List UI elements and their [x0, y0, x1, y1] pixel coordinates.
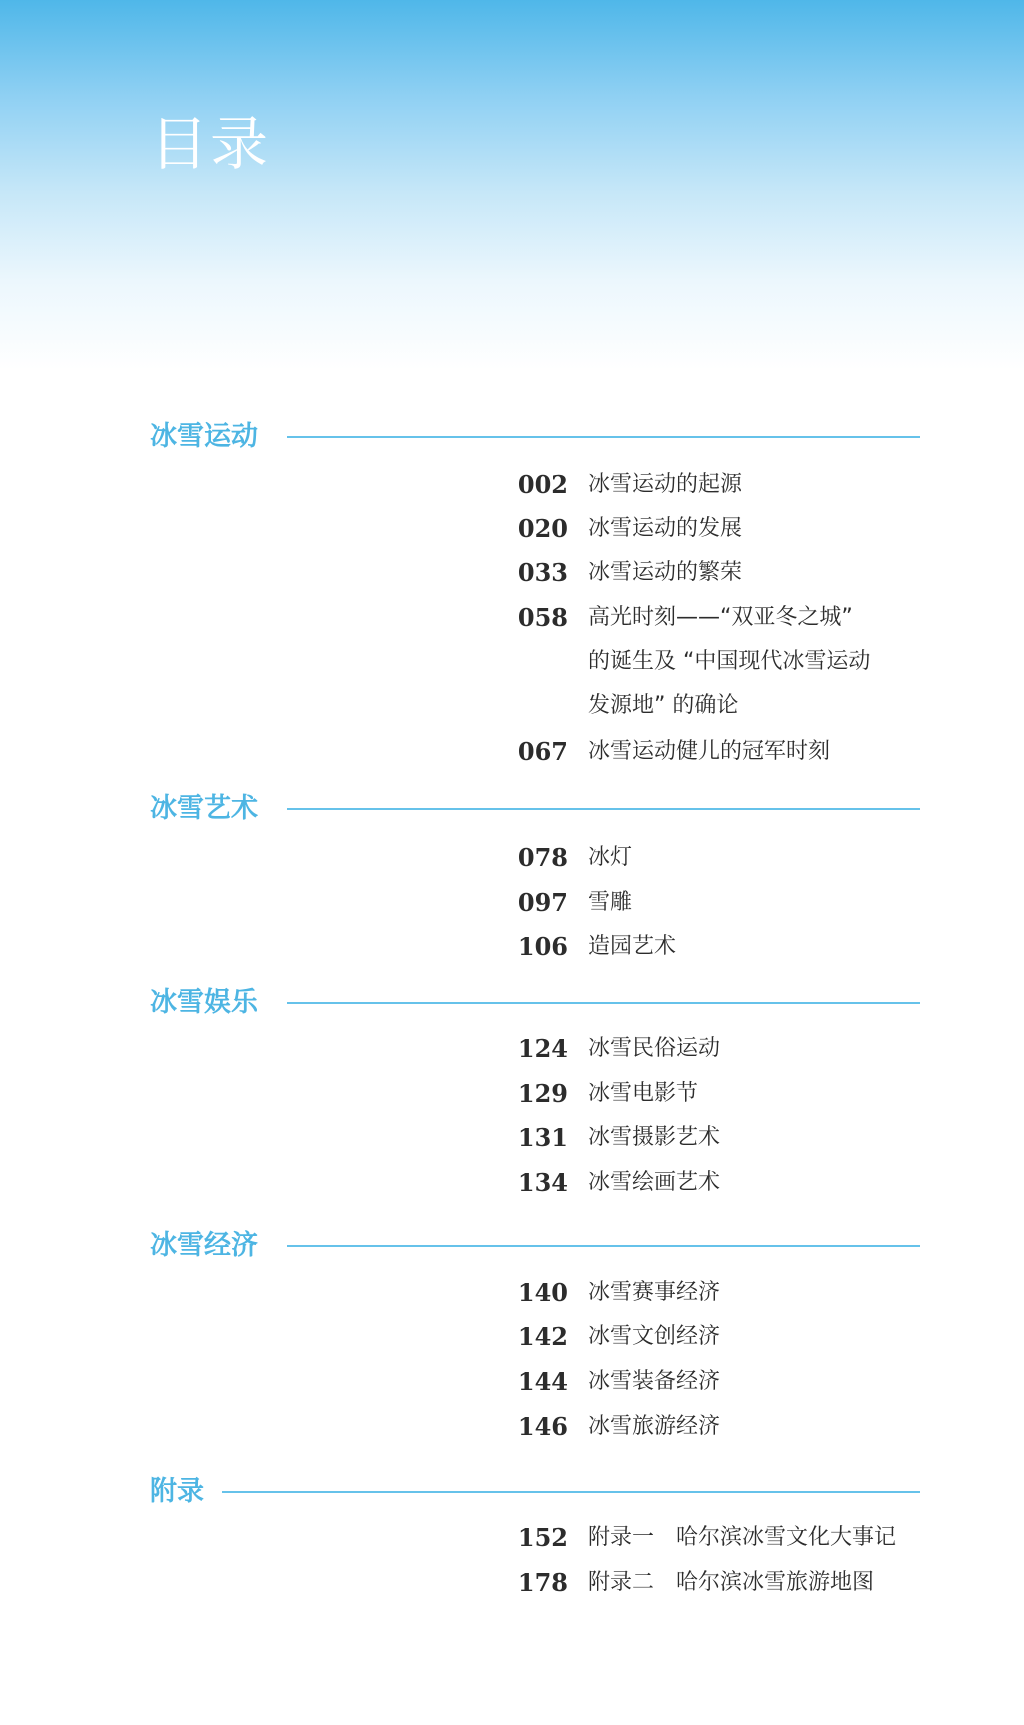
section-title: 冰雪娱乐 [150, 987, 258, 1018]
toc-page-number: 134 [517, 1168, 568, 1197]
toc-entry-title: 冰雪运动健儿的冠军时刻 [588, 739, 831, 764]
toc-page-number: 124 [517, 1034, 568, 1063]
section-divider [287, 1002, 920, 1004]
toc-entry-title: 冰雪电影节 [588, 1081, 699, 1106]
page-title: 目录 [150, 110, 271, 178]
toc-page-number: 142 [517, 1322, 568, 1351]
toc-entry-title: 冰雪运动的繁荣 [588, 560, 743, 585]
toc-page-number: 067 [517, 737, 568, 766]
section-title: 冰雪经济 [150, 1230, 258, 1261]
toc-entry-title: 冰雪摄影艺术 [588, 1125, 721, 1150]
section-header-sports [150, 417, 920, 457]
toc-entry-title: 附录一 哈尔滨冰雪文化大事记 [588, 1525, 897, 1550]
toc-entry-title: 冰雪旅游经济 [588, 1414, 721, 1439]
toc-page-number: 002 [517, 470, 568, 499]
toc-entry-title: 冰灯 [588, 845, 633, 870]
section-divider [287, 808, 920, 810]
toc-entry-title: 冰雪绘画艺术 [588, 1170, 721, 1195]
toc-page-number: 131 [517, 1123, 568, 1152]
toc-entry-title-line: 高光时刻——“双亚冬之城” [588, 605, 853, 630]
section-title: 冰雪艺术 [150, 793, 258, 824]
section-header-entertainment [150, 983, 920, 1023]
toc-page-number: 078 [517, 843, 568, 872]
section-divider [287, 1245, 920, 1247]
toc-page-number: 058 [517, 603, 568, 632]
toc-entry-title: 造园艺术 [588, 934, 677, 959]
toc-page-number: 140 [517, 1278, 568, 1307]
section-divider [222, 1491, 920, 1493]
toc-entry-title: 冰雪民俗运动 [588, 1036, 721, 1061]
toc-page-number: 097 [517, 888, 568, 917]
toc-page-number: 129 [517, 1079, 568, 1108]
toc-entry-title-line: 的诞生及 “中国现代冰雪运动 [588, 649, 871, 674]
toc-entry-title: 冰雪运动的发展 [588, 516, 743, 541]
section-title: 冰雪运动 [150, 421, 258, 452]
toc-entry-title: 雪雕 [588, 890, 633, 915]
toc-page-number: 020 [517, 514, 568, 543]
toc-entry-title: 附录二 哈尔滨冰雪旅游地图 [588, 1570, 875, 1595]
toc-page-number: 146 [517, 1412, 568, 1441]
toc-page-number: 106 [517, 932, 568, 961]
section-divider [287, 436, 920, 438]
section-header-economy [150, 1226, 920, 1266]
toc-page-number: 178 [517, 1568, 568, 1597]
sky-gradient-header [0, 0, 1024, 370]
toc-entry-title: 冰雪赛事经济 [588, 1280, 721, 1305]
toc-page-number: 033 [517, 558, 568, 587]
section-title: 附录 [150, 1476, 204, 1507]
toc-entry-title: 冰雪装备经济 [588, 1369, 721, 1394]
toc-entry-title-line: 发源地” 的确论 [588, 693, 739, 718]
toc-page-number: 152 [517, 1523, 568, 1552]
toc-page-number: 144 [517, 1367, 568, 1396]
toc-entry-title: 冰雪文创经济 [588, 1324, 721, 1349]
section-header-appendix [150, 1472, 920, 1512]
toc-entry-title [588, 596, 930, 728]
section-header-art [150, 789, 920, 829]
toc-entry-title: 冰雪运动的起源 [588, 472, 743, 497]
